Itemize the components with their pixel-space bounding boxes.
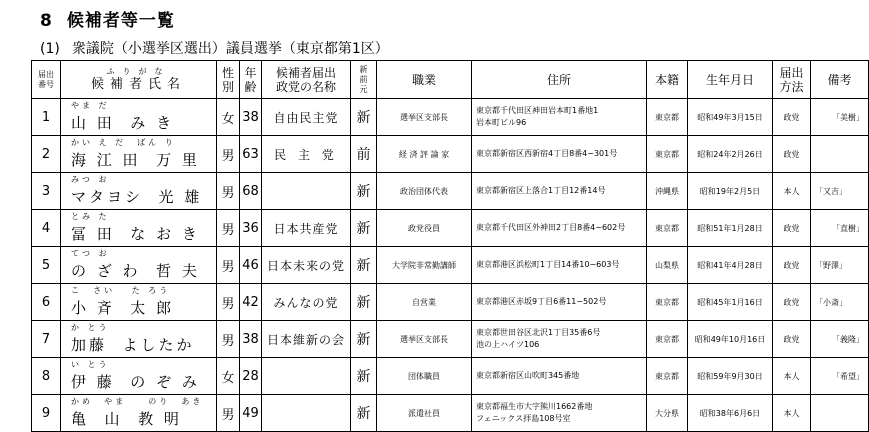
cell-dob: 昭和51年1月28日 — [688, 210, 773, 247]
cell-no: 8 — [32, 358, 61, 395]
cell-name — [61, 173, 217, 210]
cell-no: 5 — [32, 247, 61, 284]
cell-age: 46 — [240, 247, 262, 284]
cell-address — [472, 321, 647, 358]
cell-honseki: 東京都 — [647, 136, 688, 173]
cell-dob: 昭和49年3月15日 — [688, 99, 773, 136]
cell-sex: 男 — [217, 395, 240, 432]
candidate-name: 山 田 み き — [71, 114, 175, 132]
header-name: ふりがな 候補者氏名 — [61, 61, 217, 99]
address-line-1: 東京都福生市大字熊川1662番地 — [476, 402, 593, 411]
cell-address — [472, 395, 647, 432]
address-line-1: 東京都新宿区西新宿4丁目8番4−301号 — [476, 149, 618, 158]
header-no: 届出 番号 — [32, 61, 61, 99]
table-row — [32, 247, 869, 284]
candidate-name: の ざ わ 哲 夫 — [71, 262, 200, 280]
candidate-name: 海 江 田 万 里 — [71, 151, 200, 169]
table-row — [32, 210, 869, 247]
cell-name — [61, 284, 217, 321]
cell-party: 日本維新の会 — [262, 321, 351, 358]
cell-sex: 男 — [217, 247, 240, 284]
header-party: 候補者届出 政党の名称 — [262, 61, 351, 99]
cell-note — [811, 136, 869, 173]
section-heading — [40, 6, 175, 31]
cell-age: 36 — [240, 210, 262, 247]
candidate-name: 冨 田 な お き — [71, 225, 200, 243]
cell-name — [61, 395, 217, 432]
cell-job: 選挙区支部長 — [377, 99, 472, 136]
cell-note: 「直樹」 — [811, 210, 869, 247]
cell-status: 新 — [351, 395, 377, 432]
cell-no: 3 — [32, 173, 61, 210]
cell-honseki: 山梨県 — [647, 247, 688, 284]
cell-method: 政党 — [773, 247, 811, 284]
cell-method: 政党 — [773, 99, 811, 136]
cell-no: 9 — [32, 395, 61, 432]
candidate-name: マタヨシ 光 雄 — [71, 188, 203, 206]
cell-name — [61, 136, 217, 173]
section-title: 候補者等一覧 — [66, 11, 175, 31]
cell-method: 本人 — [773, 395, 811, 432]
cell-honseki: 東京都 — [647, 99, 688, 136]
cell-note — [811, 395, 869, 432]
cell-method: 本人 — [773, 173, 811, 210]
cell-no: 6 — [32, 284, 61, 321]
cell-sex: 女 — [217, 99, 240, 136]
subsection-title: 衆議院（小選挙区選出）議員選挙（東京都第1区） — [71, 41, 389, 57]
cell-address — [472, 284, 647, 321]
candidate-furigana: か とう — [71, 323, 110, 332]
cell-job: 政治団体代表 — [377, 173, 472, 210]
cell-age: 38 — [240, 99, 262, 136]
table-row — [32, 136, 869, 173]
cell-job: 選挙区支部長 — [377, 321, 472, 358]
cell-method: 政党 — [773, 210, 811, 247]
address-line-1: 東京都新宿区山吹町345番地 — [476, 371, 580, 380]
address-line-2: フェニックス拝島108号室 — [476, 414, 571, 423]
cell-sex: 男 — [217, 173, 240, 210]
address-line-1: 東京都新宿区上落合1丁目12番14号 — [476, 186, 606, 195]
cell-address — [472, 173, 647, 210]
address-line-1: 東京都世田谷区北沢1丁目35番6号 — [476, 328, 601, 337]
candidate-name: 小 斉 太 郎 — [71, 299, 175, 317]
cell-dob: 昭和41年4月28日 — [688, 247, 773, 284]
cell-sex: 女 — [217, 358, 240, 395]
table-row — [32, 173, 869, 210]
cell-party: 日本共産党 — [262, 210, 351, 247]
address-line-2: 岩本町ビル96 — [476, 118, 527, 127]
candidate-furigana: かい え だ ばん り — [71, 138, 176, 147]
cell-name — [61, 358, 217, 395]
cell-party: みんなの党 — [262, 284, 351, 321]
header-note: 備考 — [811, 61, 869, 99]
cell-job: 大学院非常勤講師 — [377, 247, 472, 284]
address-line-1: 東京都港区浜松町1丁目14番10−603号 — [476, 260, 620, 269]
cell-age: 68 — [240, 173, 262, 210]
cell-address — [472, 210, 647, 247]
header-honseki: 本籍 — [647, 61, 688, 99]
cell-honseki: 東京都 — [647, 284, 688, 321]
cell-note: 「希望」 — [811, 358, 869, 395]
address-line-2: 池の上ハイツ106 — [476, 340, 540, 349]
cell-status: 新 — [351, 284, 377, 321]
cell-party: 自由民主党 — [262, 99, 351, 136]
cell-dob: 昭和24年2月26日 — [688, 136, 773, 173]
table-row — [32, 284, 869, 321]
candidate-furigana: とみ た — [71, 212, 110, 221]
header-dob: 生年月日 — [688, 61, 773, 99]
candidate-furigana: かめ やま のり あき — [71, 397, 204, 406]
cell-job: 自営業 — [377, 284, 472, 321]
cell-name — [61, 210, 217, 247]
header-address: 住所 — [472, 61, 647, 99]
cell-sex: 男 — [217, 321, 240, 358]
cell-name — [61, 321, 217, 358]
cell-name — [61, 99, 217, 136]
table-row — [32, 99, 869, 136]
table-row — [32, 395, 869, 432]
candidate-furigana: い とう — [71, 360, 110, 369]
cell-note: 「野澤」 — [811, 247, 869, 284]
candidate-table — [31, 60, 869, 432]
cell-method: 政党 — [773, 321, 811, 358]
address-line-1: 東京都千代田区外神田2丁目8番4−602号 — [476, 223, 626, 232]
cell-status: 前 — [351, 136, 377, 173]
cell-note: 「義隆」 — [811, 321, 869, 358]
header-age: 年 齢 — [240, 61, 262, 99]
cell-sex: 男 — [217, 136, 240, 173]
cell-status: 新 — [351, 321, 377, 358]
cell-note: 「美樹」 — [811, 99, 869, 136]
cell-party — [262, 173, 351, 210]
cell-status: 新 — [351, 173, 377, 210]
header-sex: 性 別 — [217, 61, 240, 99]
cell-dob: 昭和59年9月30日 — [688, 358, 773, 395]
address-line-1: 東京都千代田区神田岩本町1番地1 — [476, 106, 599, 115]
cell-job: 政党役員 — [377, 210, 472, 247]
cell-address — [472, 136, 647, 173]
cell-no: 2 — [32, 136, 61, 173]
cell-status: 新 — [351, 247, 377, 284]
header-status: 新 前 元 — [351, 61, 377, 99]
cell-honseki: 東京都 — [647, 321, 688, 358]
candidate-furigana: てつ お — [71, 249, 110, 258]
cell-honseki: 大分県 — [647, 395, 688, 432]
cell-honseki: 東京都 — [647, 210, 688, 247]
cell-age: 42 — [240, 284, 262, 321]
cell-job: 団体職員 — [377, 358, 472, 395]
cell-job: 派遣社員 — [377, 395, 472, 432]
cell-name — [61, 247, 217, 284]
cell-party: 日本未来の党 — [262, 247, 351, 284]
cell-party — [262, 358, 351, 395]
section-number: 8 — [40, 11, 53, 31]
candidate-furigana: みつ お — [71, 175, 110, 184]
cell-note: 「又吉」 — [811, 173, 869, 210]
cell-age: 49 — [240, 395, 262, 432]
cell-dob: 昭和19年2月5日 — [688, 173, 773, 210]
subsection-number: (1) — [40, 41, 60, 57]
address-line-1: 東京都港区赤坂9丁目6番11−502号 — [476, 297, 607, 306]
cell-job: 経 済 評 論 家 — [377, 136, 472, 173]
cell-status: 新 — [351, 99, 377, 136]
cell-age: 38 — [240, 321, 262, 358]
cell-no: 1 — [32, 99, 61, 136]
cell-dob: 昭和45年1月16日 — [688, 284, 773, 321]
cell-method: 本人 — [773, 358, 811, 395]
candidate-name: 亀 山 教 明 — [71, 410, 182, 428]
candidate-name: 加藤 よしたか — [71, 336, 195, 354]
table-row — [32, 321, 869, 358]
cell-honseki: 沖縄県 — [647, 173, 688, 210]
cell-dob: 昭和38年6月6日 — [688, 395, 773, 432]
cell-address — [472, 247, 647, 284]
candidate-furigana: やま だ — [71, 101, 110, 110]
cell-party — [262, 395, 351, 432]
cell-status: 新 — [351, 358, 377, 395]
header-job: 職業 — [377, 61, 472, 99]
cell-sex: 男 — [217, 210, 240, 247]
cell-note: 「小斎」 — [811, 284, 869, 321]
cell-sex: 男 — [217, 284, 240, 321]
header-method: 届出 方法 — [773, 61, 811, 99]
cell-status: 新 — [351, 210, 377, 247]
cell-age: 63 — [240, 136, 262, 173]
cell-no: 4 — [32, 210, 61, 247]
subsection-heading — [40, 38, 389, 58]
cell-no: 7 — [32, 321, 61, 358]
candidate-furigana: こ さい た ろう — [71, 286, 171, 295]
cell-honseki: 東京都 — [647, 358, 688, 395]
cell-method: 政党 — [773, 284, 811, 321]
cell-address — [472, 358, 647, 395]
cell-address — [472, 99, 647, 136]
cell-age: 28 — [240, 358, 262, 395]
header-row — [32, 61, 869, 99]
candidate-name: 伊 藤 の ぞ み — [71, 373, 200, 391]
cell-dob: 昭和49年10月16日 — [688, 321, 773, 358]
cell-party: 民 主 党 — [262, 136, 351, 173]
table-row — [32, 358, 869, 395]
cell-method: 政党 — [773, 136, 811, 173]
